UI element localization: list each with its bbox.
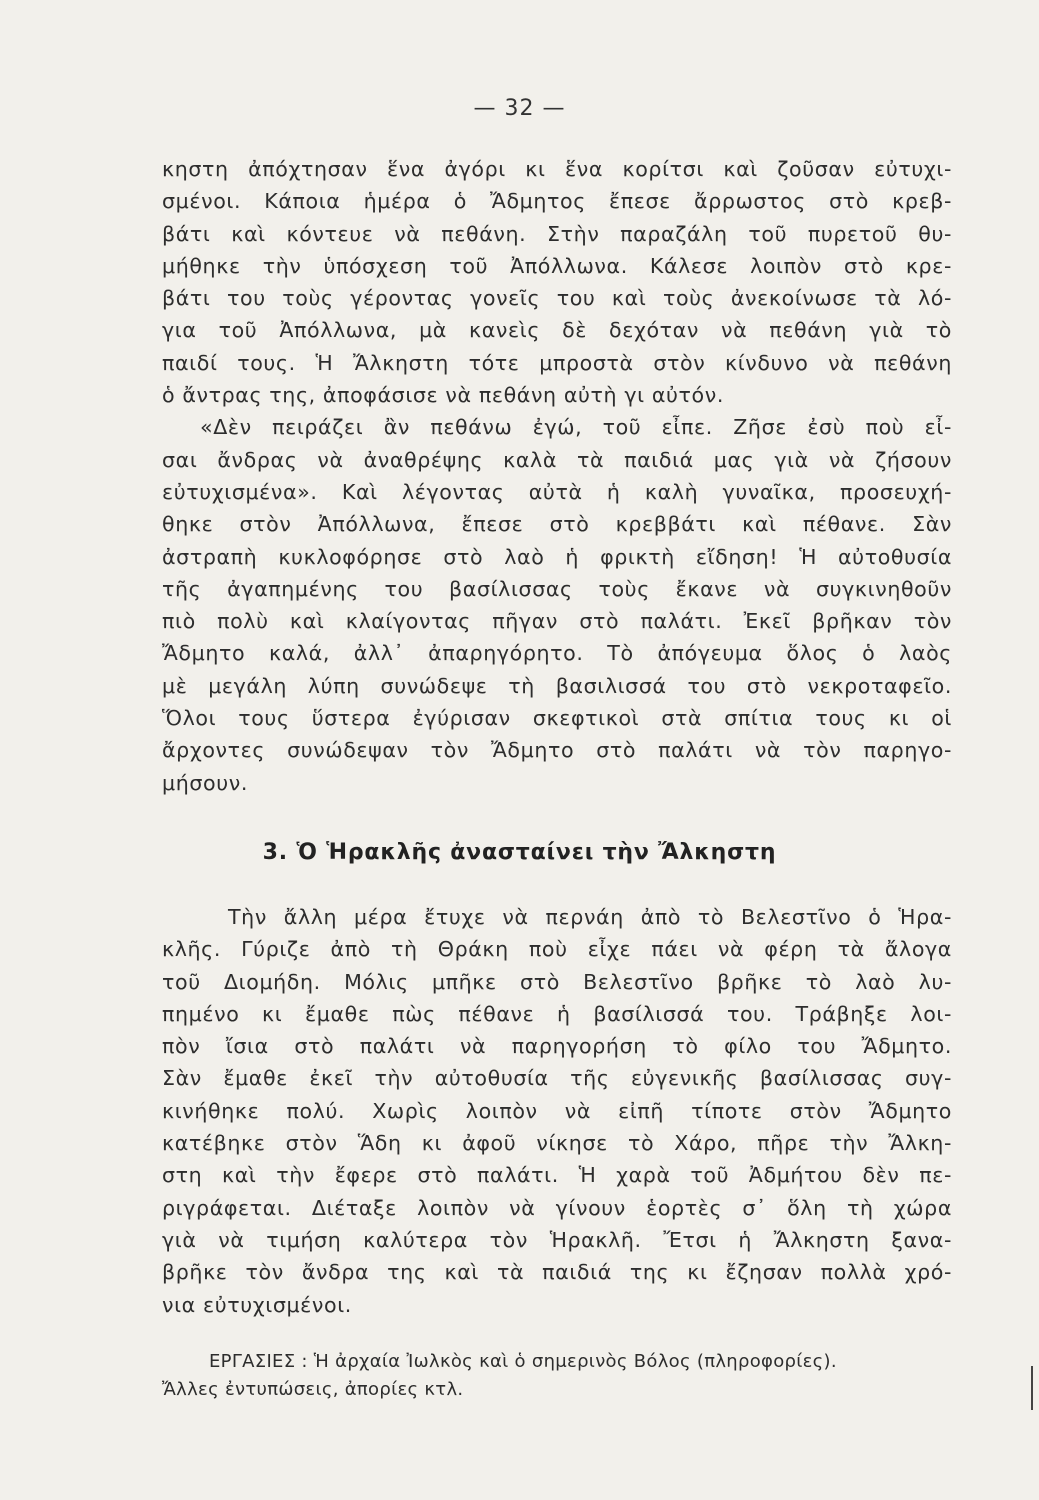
exercises-line-1: ΕΡΓΑΣΙΕΣ : Ἡ ἀρχαία Ἰωλκὸς καὶ ὁ σημερινὸς Βόλος (πληροφορίες).	[209, 1351, 837, 1372]
text-line: Τὴν ἄλλη μέρα ἔτυχε νὰ περνάη ἀπὸ τὸ Βελεστῖνο ὁ Ἡρα-	[228, 905, 952, 929]
text-line: βρῆκε τὸν ἄνδρα της καὶ τὰ παιδιά της κι ἔζησαν πολλὰ χρό-	[162, 1260, 952, 1285]
text-line: σμένοι. Κάποια ἡμέρα ὁ Ἄδμητος ἔπεσε ἄρρωστος στὸ κρεβ-	[162, 189, 952, 214]
text-line: παιδί τους. Ἡ Ἄλκηστη τότε μπροστὰ στὸν κίνδυνο νὰ πεθάνη	[162, 350, 952, 375]
text-line: ἄρχοντες συνώδεψαν τὸν Ἄδμητο στὸ παλάτι νὰ τὸν παρηγο-	[162, 738, 952, 763]
section-heading: 3. Ὁ Ἡρακλῆς ἀνασταίνει τὴν Ἄλκηστη	[262, 840, 777, 865]
exercises-line-2: Ἄλλες ἐντυπώσεις, ἀπορίες κτλ.	[162, 1379, 464, 1400]
text-line: σαι ἄνδρας νὰ ἀναθρέψης καλὰ τὰ παιδιά μας γιὰ νὰ ζήσουν	[162, 447, 952, 472]
text-line: «Δὲν πειράζει ἂν πεθάνω ἐγώ, τοῦ εἶπε. Ζῆσε ἐσὺ ποὺ εἶ-	[200, 415, 952, 440]
body-text-top	[162, 153, 952, 799]
text-line: στη καὶ τὴν ἔφερε στὸ παλάτι. Ἡ χαρὰ τοῦ Ἀδμήτου δὲν πε-	[162, 1163, 952, 1188]
text-line: κλῆς. Γύριζε ἀπὸ τὴ Θράκη ποὺ εἶχε πάει νὰ φέρη τὰ ἄλογα	[162, 937, 952, 962]
text-line: ριγράφεται. Διέταξε λοιπὸν νὰ γίνουν ἑορτὲς σ᾿ ὅλη τὴ χώρα	[162, 1195, 952, 1220]
text-line: Σὰν ἔμαθε ἐκεῖ τὴν αὐτοθυσία τῆς εὐγενικῆς βασίλισσας συγ-	[162, 1066, 952, 1091]
exercises-note	[162, 1348, 959, 1404]
text-line: τοῦ Διομήδη. Μόλις μπῆκε στὸ Βελεστῖνο βρῆκε τὸ λαὸ λυ-	[162, 969, 952, 994]
text-line: μήθηκε τὴν ὑπόσχεση τοῦ Ἀπόλλωνα. Κάλεσε λοιπὸν στὸ κρε-	[162, 253, 952, 278]
text-line: θηκε στὸν Ἀπόλλωνα, ἔπεσε στὸ κρεββάτι καὶ πέθανε. Σὰν	[162, 512, 952, 537]
text-line: γιὰ νὰ τιμήση καλύτερα τὸν Ἡρακλῆ. Ἔτσι ἡ Ἄλκηστη ξανα-	[162, 1227, 952, 1252]
text-line: κατέβηκε στὸν Ἅδη κι ἀφοῦ νίκησε τὸ Χάρο, πῆρε τὴν Ἄλκη-	[162, 1131, 952, 1156]
text-line: μήσουν.	[162, 770, 248, 795]
text-line: νια εὐτυχισμένοι.	[162, 1292, 352, 1317]
text-line: πὸν ἴσια στὸ παλάτι νὰ παρηγορήση τὸ φίλο του Ἄδμητο.	[162, 1034, 952, 1059]
text-line: τῆς ἀγαπημένης του βασίλισσας τοὺς ἔκανε νὰ συγκινηθοῦν	[162, 576, 952, 601]
text-line: μὲ μεγάλη λύπη συνώδεψε τὴ βασιλισσά του στὸ νεκροταφεῖο.	[162, 673, 952, 698]
text-line: βάτι του τοὺς γέροντας γονεῖς του καὶ τοὺς ἀνεκοίνωσε τὰ λό-	[162, 286, 952, 311]
text-line: βάτι καὶ κόντευε νὰ πεθάνη. Στὴν παραζάλη τοῦ πυρετοῦ θυ-	[162, 221, 952, 246]
page-edge-mark	[1031, 1366, 1033, 1410]
text-line: εὐτυχισμένα». Καὶ λέγοντας αὐτὰ ἡ καλὴ γυναῖκα, προσευχή-	[162, 479, 952, 504]
text-line: για τοῦ Ἀπόλλωνα, μὰ κανεὶς δὲ δεχόταν νὰ πεθάνη γιὰ τὸ	[162, 318, 952, 343]
text-line: πημένο κι ἔμαθε πὼς πέθανε ἡ βασίλισσά του. Τράβηξε λοι-	[162, 1001, 952, 1026]
text-line: ὁ ἄντρας της, ἀποφάσισε νὰ πεθάνη αὐτὴ γι αὐτόν.	[162, 383, 724, 408]
text-line: κινήθηκε πολύ. Χωρὶς λοιπὸν νὰ εἰπῆ τίποτε στὸν Ἄδμητο	[162, 1098, 952, 1123]
body-text-bottom	[162, 901, 952, 1321]
text-line: ἀστραπὴ κυκλοφόρησε στὸ λαὸ ἡ φρικτὴ εἴδηση! Ἡ αὐτοθυσία	[162, 544, 952, 569]
text-line: πιὸ πολὺ καὶ κλαίγοντας πῆγαν στὸ παλάτι. Ἐκεῖ βρῆκαν τὸν	[162, 609, 952, 634]
text-line: Ὅλοι τους ὕστερα ἐγύρισαν σκεφτικοὶ στὰ σπίτια τους κι οἱ	[162, 706, 952, 731]
page-number: — 32 —	[473, 96, 566, 121]
text-line: Ἄδμητο καλά, ἀλλ᾿ ἀπαρηγόρητο. Τὸ ἀπόγευμα ὅλος ὁ λαὸς	[162, 641, 952, 666]
text-line: κηστη ἀπόχτησαν ἕνα ἀγόρι κι ἕνα κορίτσι καὶ ζοῦσαν εὐτυχι-	[162, 157, 952, 181]
